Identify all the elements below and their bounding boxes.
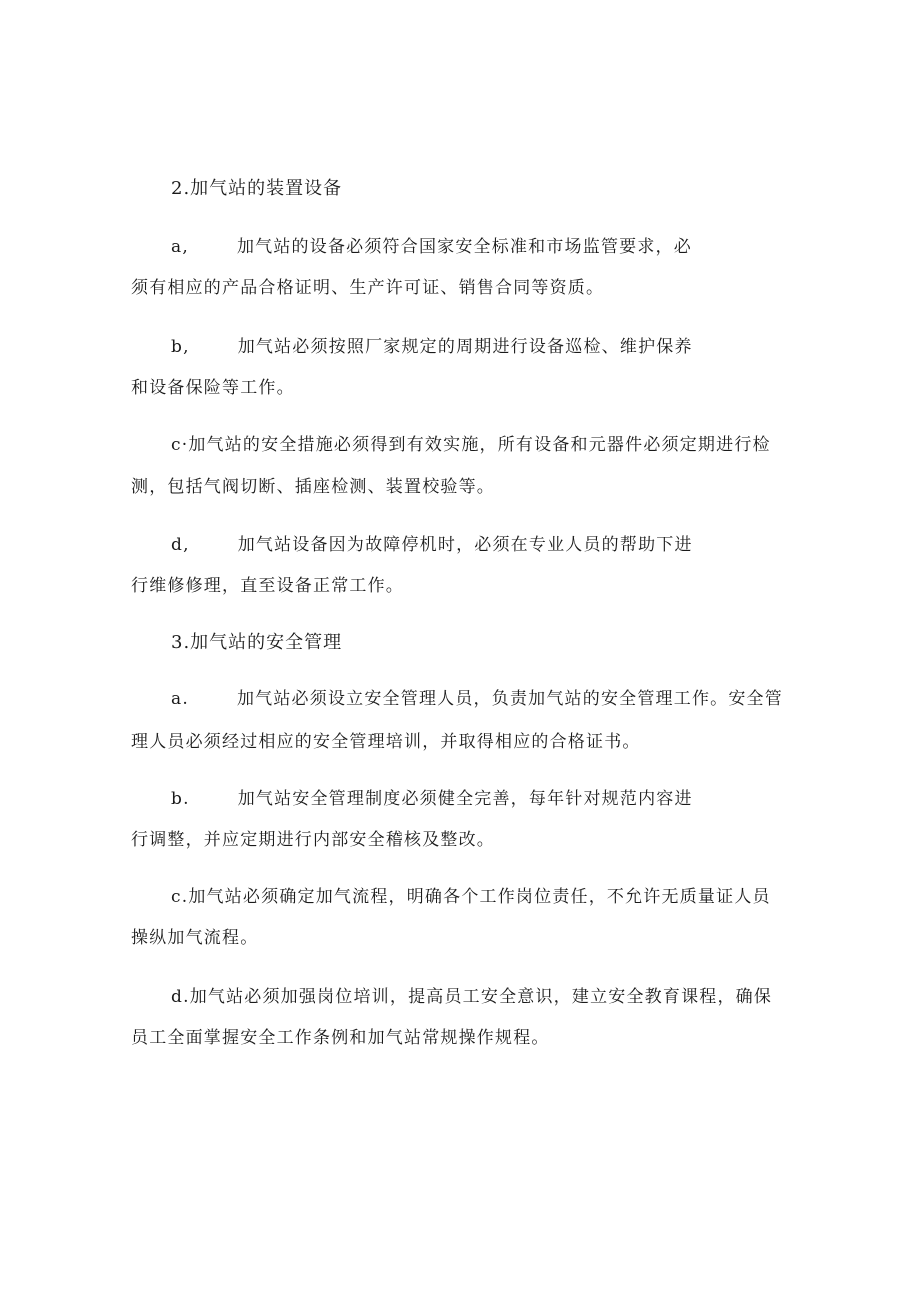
item-text: 加气站必须按照厂家规定的周期进行设备巡检、维护保养 — [237, 337, 693, 357]
item-continuation-line: 和设备保险等工作。 — [131, 378, 295, 398]
item-text: 加气站的安全措施必须得到有效实施，所有设备和元器件必须定期进行检 — [188, 435, 771, 455]
section-heading-2: 2.加气站的装置设备 — [171, 178, 343, 199]
item-continuation-line: 行维修修理，直至设备正常工作。 — [131, 576, 404, 596]
item-text: 加气站的设备必须符合国家安全标准和市场监管要求，必 — [236, 237, 692, 257]
item-text: 加气站必须设立安全管理人员，负责加气站的安全管理工作。安全管 — [236, 689, 783, 709]
item-first-line — [171, 688, 783, 710]
item-continuation-line: 测，包括气阀切断、插座检测、装置校验等。 — [131, 477, 495, 497]
item-first-line — [171, 534, 693, 556]
item-text: 加气站必须确定加气流程，明确各个工作岗位责任，不允许无质量证人员 — [188, 887, 771, 907]
item-first-line — [171, 986, 772, 1008]
item-first-line — [171, 336, 693, 358]
item-text: 加气站设备因为故障停机时，必须在专业人员的帮助下进 — [237, 535, 693, 555]
item-continuation-line: 行调整，并应定期进行内部安全稽核及整改。 — [131, 830, 495, 850]
item-text: 加气站安全管理制度必须健全完善，每年针对规范内容进 — [237, 789, 693, 809]
item-marker: a, — [171, 237, 189, 257]
item-first-line — [171, 236, 692, 258]
item-marker: d, — [171, 535, 190, 555]
item-marker: c· — [171, 435, 189, 455]
item-first-line — [171, 788, 693, 810]
item-first-line — [171, 886, 771, 908]
item-continuation-line: 员工全面掌握安全工作条例和加气站常规操作规程。 — [131, 1028, 550, 1048]
item-first-line — [171, 434, 771, 456]
item-marker: a. — [171, 689, 189, 709]
item-marker: b. — [171, 789, 190, 809]
section-heading-3: 3.加气站的安全管理 — [171, 632, 343, 653]
item-text: 加气站必须加强岗位培训，提高员工安全意识，建立安全教育课程，确保 — [189, 987, 773, 1007]
item-continuation-line: 须有相应的产品合格证明、生产许可证、销售合同等资质。 — [131, 278, 605, 298]
item-marker: d. — [171, 987, 190, 1007]
item-continuation-line: 操纵加气流程。 — [131, 928, 259, 948]
item-marker: c. — [171, 887, 189, 907]
item-marker: b, — [171, 337, 190, 357]
item-continuation-line: 理人员必须经过相应的安全管理培训，并取得相应的合格证书。 — [131, 732, 641, 752]
